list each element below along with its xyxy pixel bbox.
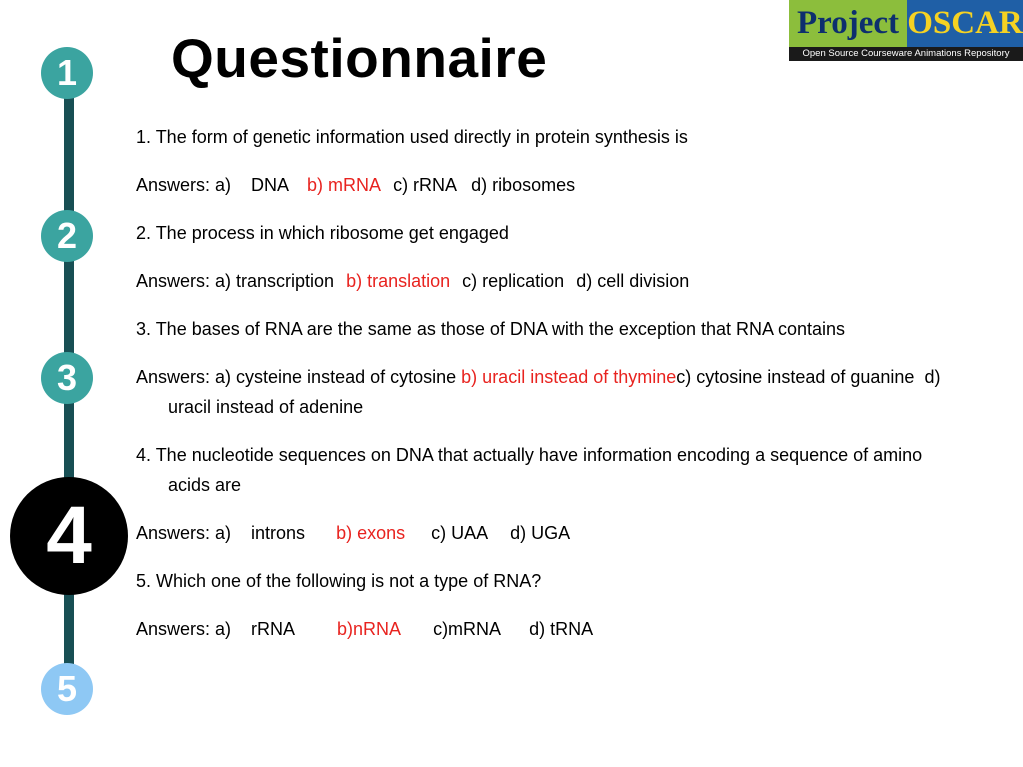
answers-2 (136, 266, 966, 296)
answer-prefix: Answers: a) (136, 523, 232, 543)
answer-option-d: d) tRNA (529, 619, 594, 639)
answer-option-c: c)mRNA (433, 619, 502, 639)
answer-option-d: d) UGA (510, 523, 571, 543)
answer-option-b-correct: b)nRNA (337, 619, 402, 639)
question-5: 5. Which one of the following is not a type of RNA? (136, 571, 542, 591)
answers-3 (136, 362, 966, 422)
step-3-badge[interactable]: 3 (41, 352, 93, 404)
answers-4 (136, 518, 966, 548)
question-3: 3. The bases of RNA are the same as those of DNA with the exception that RNA contains (136, 319, 846, 339)
answer-option-d: d) cell division (576, 271, 690, 291)
answer-option-a: Answers: a) transcription (136, 271, 335, 291)
logo-word-project: Project (789, 0, 907, 47)
answer-option-c: c) rRNA (393, 175, 458, 195)
answer-option-a: rRNA (251, 619, 296, 639)
question-2: 2. The process in which ribosome get engaged (136, 223, 509, 243)
page-title: Questionnaire (171, 27, 548, 89)
step-2-badge[interactable]: 2 (41, 210, 93, 262)
answer-prefix: Answers: a) (136, 175, 232, 195)
question-4: 4. The nucleotide sequences on DNA that actually have information encoding a sequence of amino acids are (136, 445, 923, 495)
answer-prefix: Answers: a) (136, 619, 232, 639)
answer-option-b-correct: b) exons (336, 523, 406, 543)
answer-option-c: c) replication (462, 271, 565, 291)
logo-word-oscar: OSCAR (907, 0, 1023, 47)
questionnaire-content (136, 122, 966, 662)
answer-option-c: c) cytosine instead of guanine (676, 367, 915, 387)
answer-option-b-correct: b) mRNA (307, 175, 382, 195)
logo-tagline: Open Source Courseware Animations Repository (789, 47, 1023, 61)
answer-option-d: d) uracil instead of adenine (168, 367, 941, 417)
answer-option-a: Answers: a) cysteine instead of cytosine (136, 367, 457, 387)
answers-1 (136, 170, 966, 200)
answer-option-b-correct: b) uracil instead of thymine (461, 367, 677, 387)
project-oscar-logo (789, 0, 1023, 61)
answer-option-b-correct: b) translation (346, 271, 451, 291)
question-1: 1. The form of genetic information used directly in protein synthesis is (136, 127, 688, 147)
step-4-badge-current[interactable]: 4 (10, 477, 128, 595)
answer-option-a: DNA (251, 175, 290, 195)
answer-option-a: introns (251, 523, 306, 543)
step-5-badge[interactable]: 5 (41, 663, 93, 715)
step-1-badge[interactable]: 1 (41, 47, 93, 99)
answer-option-c: c) UAA (431, 523, 489, 543)
answers-5 (136, 614, 966, 644)
answer-option-d: d) ribosomes (471, 175, 576, 195)
